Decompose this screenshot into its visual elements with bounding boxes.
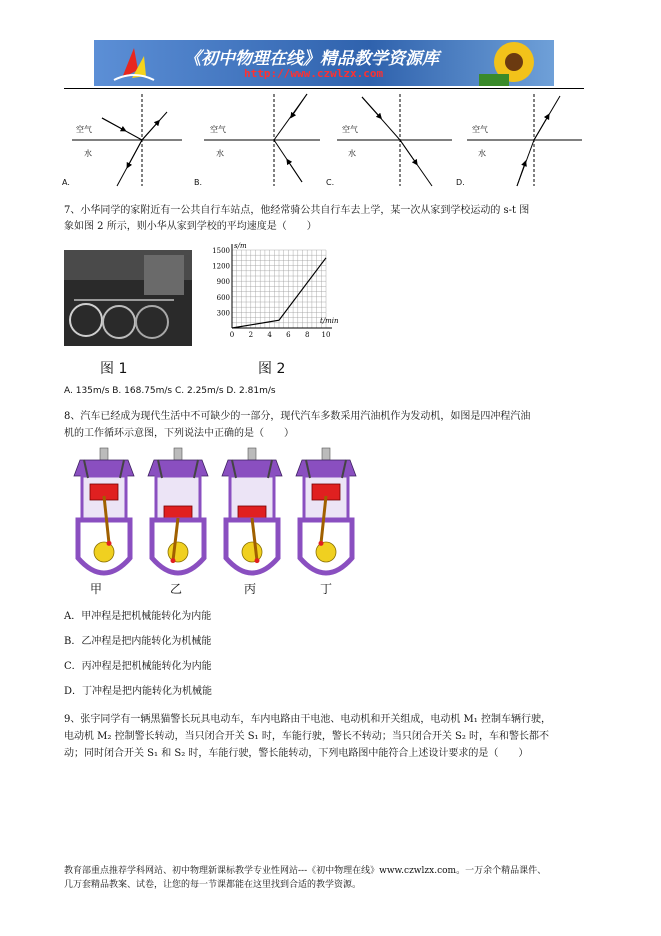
cylinder-head [296,460,356,476]
figure-a [72,94,182,186]
q6-figures [62,92,582,190]
air-label-d: 空气 [472,125,488,134]
stroke-label-yi: 乙 [170,582,183,596]
water-label-b: 水 [216,149,224,158]
crank-pin [107,541,112,546]
header-banner [94,40,554,86]
q8-option-d: D．丁冲程是把内能转化为机械能 [64,686,213,697]
figure-c [337,94,452,186]
x-tick-label: 4 [267,331,272,339]
stroke-label-bing: 丙 [244,582,257,596]
y-tick-label: 1500 [212,247,230,255]
cylinder-head [148,460,208,476]
crank-wheel [168,542,188,562]
crank-wheel [316,542,336,562]
x-tick-label: 6 [286,331,291,339]
y-tick-label: 1200 [212,262,230,271]
q8-line1: 8、汽车已经成为现代生活中不可缺少的一部分，现代汽车多数采用汽油机作为发动机，如图是四冲程汽油 [64,411,531,422]
air-label-a: 空气 [76,125,92,134]
header-rule [64,88,584,89]
q9-line2: 电动机 M₂ 控制警长转动，当只闭合开关 S₁ 时，车能行驶，警长不转动；当只闭合开关 S₂ 时，车和警长都不 [64,731,550,742]
banner-url: http://www.czwlzx.com [244,67,384,80]
fig2-caption: 图 2 [258,361,286,377]
figure-d [467,94,582,186]
banner-title: 《初中物理在线》精品教学资源库 [184,49,439,69]
engine-diagrams [64,446,360,596]
fig1-caption: 图 1 [100,361,128,377]
q7-options: A. 135m/s B. 168.75m/s C. 2.25m/s D. 2.81m/s [64,386,276,396]
engine-stroke-3 [222,448,282,573]
q7-line2: 象如图 2 所示，则小华从家到学校的平均速度是（ ） [64,221,317,232]
crank-wheel [242,542,262,562]
y-tick-label: 300 [216,309,230,318]
y-tick-label: 900 [216,278,230,287]
x-tick-label: 10 [321,331,331,339]
air-label-b: 空气 [210,125,226,134]
water-label-a: 水 [84,149,92,158]
option-label-d: D. [456,178,465,187]
x-tick-label: 8 [304,331,310,339]
air-label-c: 空气 [342,125,358,134]
q9-line3: 动；同时闭合开关 S₁ 和 S₂ 时，车能行驶，警长能转动，下列电路图中能符合上述设计要求的是（ ） [64,748,529,759]
spark-plug-icon [174,448,182,460]
engine-stroke-2 [148,448,208,573]
y-tick-label: 600 [216,293,230,302]
option-label-c: C. [326,178,335,187]
bicycle-photo [64,250,192,346]
footer-line1: 教育部重点推荐学科网站、初中物理新课标教学专业性网站---《初中物理在线》www.czwlzx.com。一万余个精品课件、 [64,866,547,876]
water-label-d: 水 [478,149,486,158]
stroke-label-ding: 丁 [320,582,333,596]
q9-line1: 9、张宇同学有一辆黑猫警长玩具电动车，车内电路由干电池、电动机和开关组成，电动机 M₁ 控制车辆行驶， [64,714,551,725]
spark-plug-icon [322,448,330,460]
footer-line2: 几万套精品教案、试卷，让您的每一节课都能在这里找到合适的教学资源。 [64,880,362,890]
y-axis-label: s/m [234,242,247,250]
x-axis-label: t/min [320,317,339,325]
figure-b [204,94,320,186]
q8-option-a: A．甲冲程是把机械能转化为内能 [64,611,212,622]
stroke-label-jia: 甲 [90,582,103,596]
option-label-a: A. [62,178,70,187]
crank-pin [255,558,260,563]
option-label-b: B. [194,178,203,187]
q7-line1: 7、小华同学的家附近有一公共自行车站点，他经常骑公共自行车去上学，某一次从家到学校运动的 s-t 图 [64,205,530,216]
spark-plug-icon [248,448,256,460]
water-label-c: 水 [348,149,356,158]
crank-wheel [94,542,114,562]
q8-line2: 机的工作循环示意图，下列说法中正确的是（ ） [64,428,294,439]
crank-pin [319,541,324,546]
st-chart [204,240,350,346]
x-tick-label: 2 [248,331,254,339]
cylinder-head [74,460,134,476]
crank-pin [171,558,176,563]
q8-option-c: C．丙冲程是把机械能转化为内能 [64,661,212,672]
cylinder-head [222,460,282,476]
engine-stroke-1 [74,448,134,573]
x-tick-label: 0 [229,331,235,339]
engine-stroke-4 [296,448,356,573]
q8-option-b: B．乙冲程是把内能转化为机械能 [64,636,212,647]
spark-plug-icon [100,448,108,460]
